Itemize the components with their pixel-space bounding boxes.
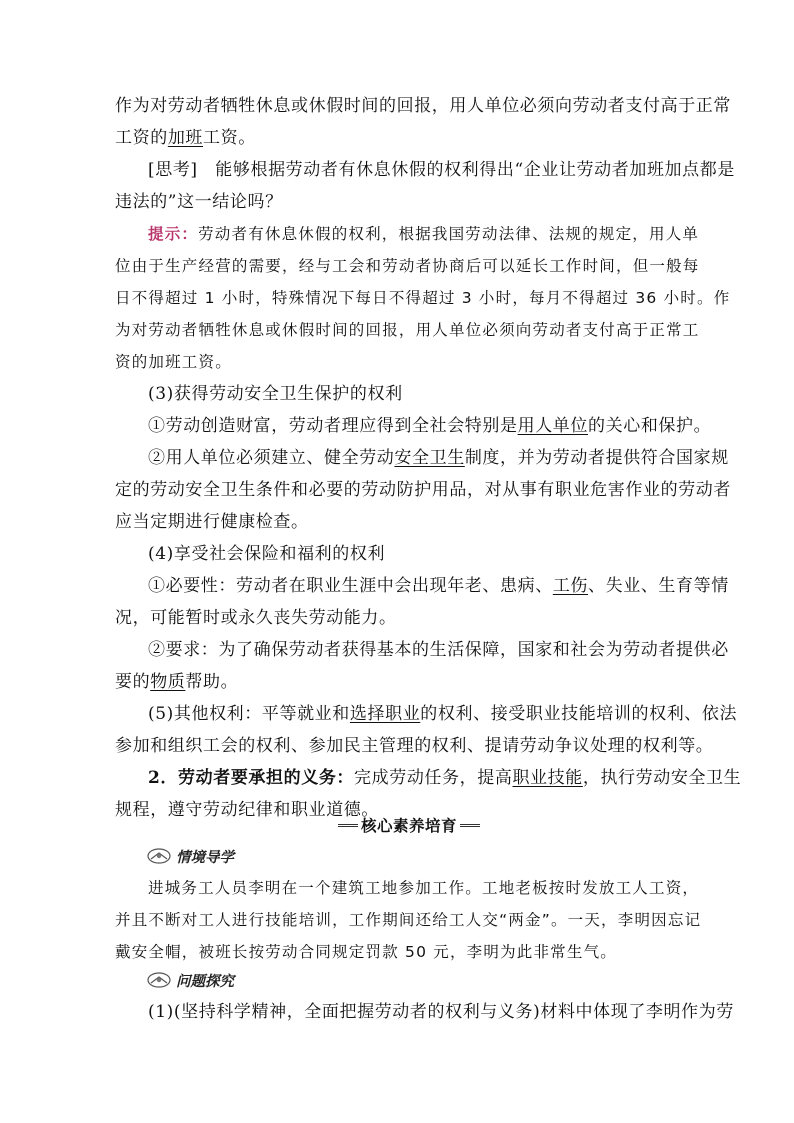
paragraph-line [148,767,742,789]
scenario-line [115,941,685,963]
text: 要的 [115,672,151,692]
underlined-keyword: 安全卫生 [394,448,465,468]
text: 工资的 [115,128,168,148]
paragraph-line [115,735,714,757]
text: 位由于生产经营的需要，经与工会和劳动者协商后可以延长工作时间，但一般每 [115,257,700,275]
text: 、失业、生育等情 [588,576,729,596]
scenario-line [148,877,700,899]
paragraph-line [115,511,685,533]
banner-title: 核心素养培育 [361,817,458,835]
tip-line [115,351,685,373]
tip-line [148,223,700,245]
underlined-keyword: 物质 [150,672,186,692]
section-banner [338,815,480,835]
section-title [148,383,685,405]
text: 工资。 [203,128,256,148]
explore-heading [146,970,234,990]
paragraph-line [115,95,731,117]
text: [思考] 能够根据劳动者有休息休假的权利得出“企业让劳动者加班加点都是 [148,160,735,180]
underlined-keyword: 工伤 [552,576,589,596]
text: 应当定期进行健康检查。 [115,512,309,532]
text: 帮助。 [185,672,239,692]
think-question-line [148,159,735,181]
text: 为对劳动者牺牲休息或休假时间的回报，用人单位必须向劳动者支付高于正常工 [115,321,700,339]
text: (3)获得劳动安全卫生保护的权利 [148,384,403,404]
text: (4)享受社会保险和福利的权利 [148,544,386,564]
question-line [148,1001,734,1023]
text: (5)其他权利：平等就业和 [148,704,350,724]
tip-line [115,287,731,309]
text: 戴安全帽，被班长按劳动合同规定罚款 50 元，李明为此非常生气。 [115,943,617,961]
underlined-keyword: 加班 [167,128,204,148]
text: 劳动者有休息休假的权利，根据我国劳动法律、法规的规定，用人单 [198,225,700,243]
tip-line [115,255,700,277]
tip-label: 提示： [148,225,199,243]
heading-text: 问题探究 [176,973,234,990]
paragraph-line [115,479,731,501]
banner-rule [460,824,480,827]
text: (1)(坚持科学精神，全面把握劳动者的权利与义务)材料中体现了李明作为劳 [148,1002,734,1022]
scenario-heading [146,846,234,866]
text: 的权利、接受职业技能培训的权利、依法 [420,704,738,724]
underlined-keyword: 职业技能 [512,768,583,788]
text: ，执行劳动安全卫生 [582,768,742,788]
book-icon [146,847,172,865]
text: 作为对劳动者牺牲休息或休假时间的回报，用人单位必须向劳动者支付高于正常 [115,96,731,116]
paragraph-line [115,607,685,629]
text: 况，可能暂时或永久丧失劳动能力。 [115,608,397,628]
paragraph-line [148,703,738,725]
paragraph-line [115,671,685,693]
underlined-keyword: 用人单位 [517,416,589,436]
text: 进城务工人员李明在一个建筑工地参加工作。工地老板按时发放工人工资， [148,879,700,897]
paragraph-line [148,415,712,437]
paragraph-line [148,575,729,597]
text: 定的劳动安全卫生条件和必要的劳动防护用品，对从事有职业危害作业的劳动者 [115,480,731,500]
think-question-line [115,191,685,213]
section-title [148,543,685,565]
text: 资的加班工资。 [115,353,232,371]
scenario-line [115,909,702,931]
text: 并且不断对工人进行技能培训，工作期间还给工人交“两金”。一天，李明因忘记 [115,911,702,929]
banner-rule [338,824,358,827]
text: ②用人单位必须建立、健全劳动 [148,448,395,468]
text: ①必要性：劳动者在职业生涯中会出现年老、患病、 [148,576,553,596]
tip-line [115,319,700,341]
text: ②要求：为了确保劳动者获得基本的生活保障，国家和社会为劳动者提供必 [148,640,729,660]
text: 违法的”这一结论吗？ [115,192,283,212]
text: ①劳动创造财富，劳动者理应得到全社会特别是 [148,416,518,436]
text: 参加和组织工会的权利、参加民主管理的权利、提请劳动争议处理的权利等。 [115,736,714,756]
paragraph-line [115,127,685,149]
heading-text: 情境导学 [176,849,234,866]
paragraph-line [148,639,729,661]
text: 的关心和保护。 [588,416,712,436]
underlined-keyword: 选择职业 [349,704,421,724]
bold-heading: 2．劳动者要承担的义务： [148,768,355,788]
paragraph-line [148,447,729,469]
book-icon [146,971,172,989]
text: 制度，并为劳动者提供符合国家规 [464,448,729,468]
text: 日不得超过 1 小时，特殊情况下每日不得超过 3 小时，每月不得超过 36 小时。作 [115,289,731,307]
text: 规程，遵守劳动纪律和职业道德。 [115,800,379,820]
text: 完成劳动任务，提高 [354,768,513,788]
